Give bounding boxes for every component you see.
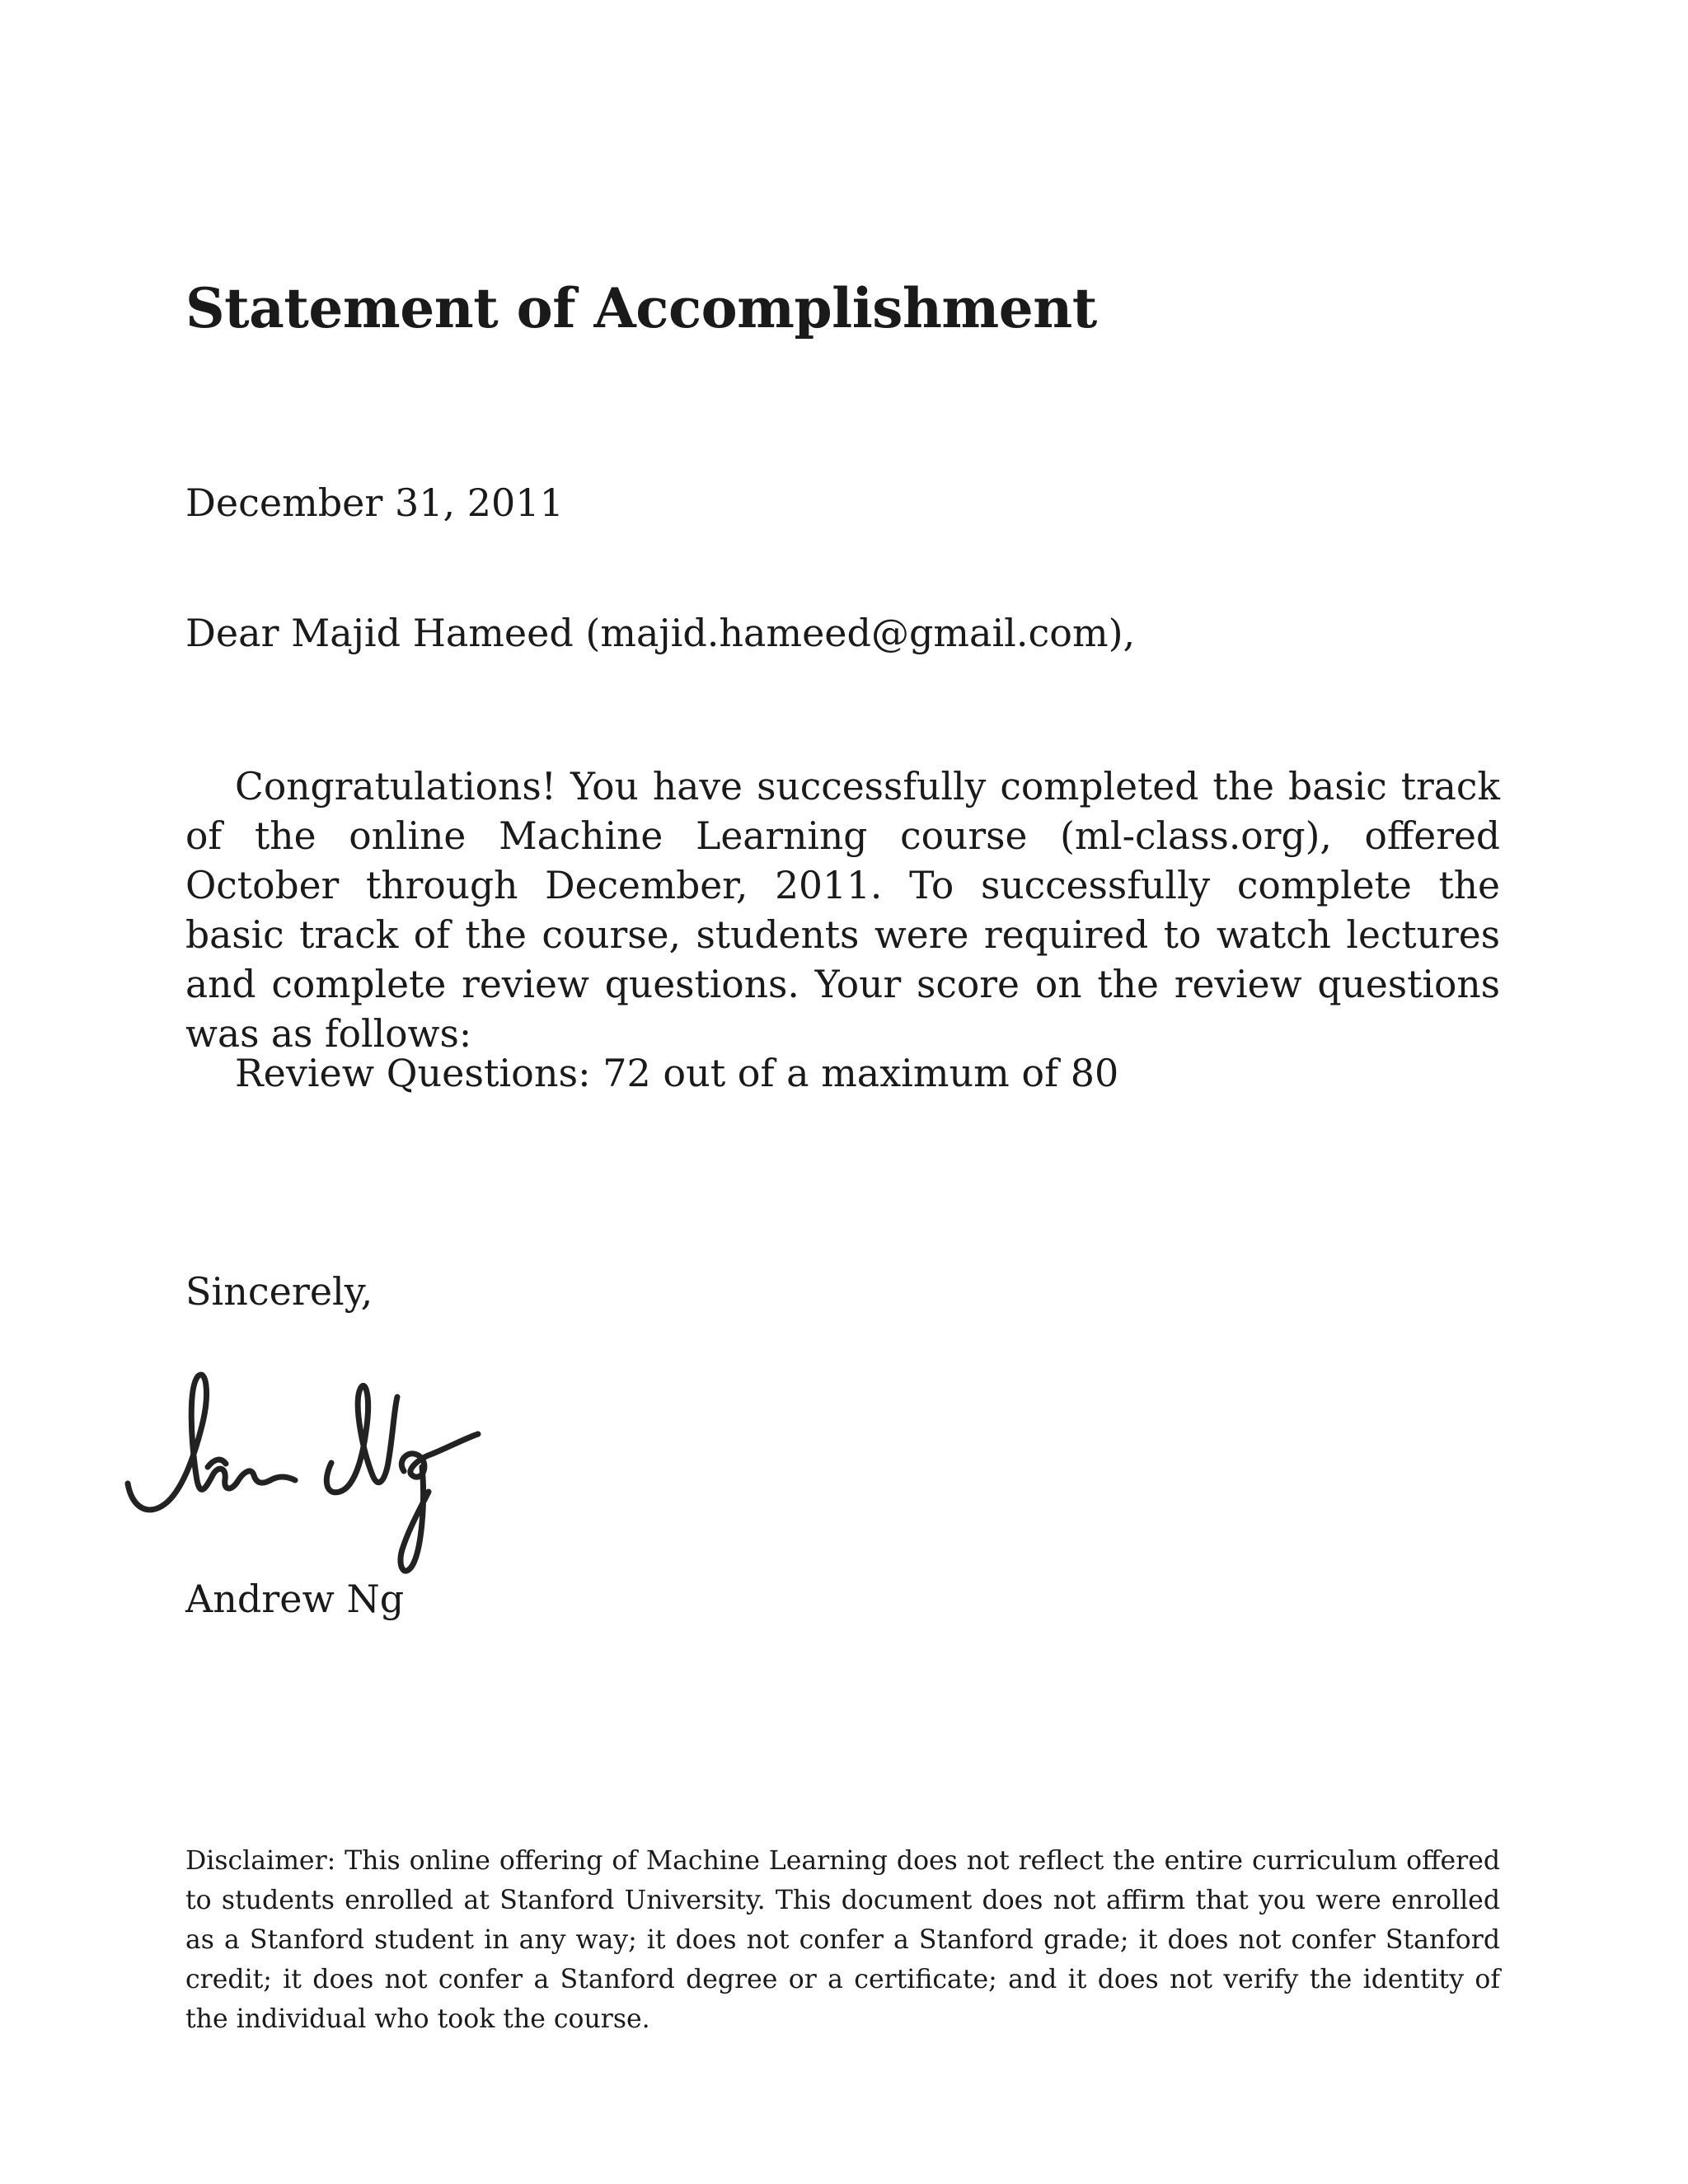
body-paragraph: Congratulations! You have successfully completed the basic track of the online Machine Learning course (ml-class.org), offered October through December, 2011. To successfully complete the basic track of the course, students were required to watch lectures and complete review questions. Your score on the review questions was as follows: bbox=[185, 765, 1500, 1056]
signer-name: Andrew Ng bbox=[185, 1577, 405, 1621]
salutation: Dear Majid Hameed (majid.hameed@gmail.com), bbox=[185, 611, 1136, 655]
signature-image bbox=[115, 1343, 643, 1591]
disclaimer: Disclaimer: This online offering of Machine Learning does not reflect the entire curriculum offered to students enrolled at Stanford University. This document does not affirm that you were enrolled as a Stanford student in any way; it does not confer a Stanford grade; it does not confer Stanford credit; it does not confer a Stanford degree or a certificate; and it does not verify the identity of the individual who took the course. bbox=[185, 1846, 1500, 2034]
signature-text: Andrew Ng bbox=[115, 1588, 125, 1590]
score-value: 72 bbox=[603, 1051, 651, 1095]
closing: Sincerely, bbox=[185, 1269, 373, 1314]
score-maximum: 80 bbox=[1070, 1051, 1119, 1095]
document-title: Statement of Accomplishment bbox=[185, 276, 1097, 340]
issue-date: December 31, 2011 bbox=[185, 480, 564, 525]
score-middle-text: out of a maximum of bbox=[663, 1051, 1059, 1095]
score-line bbox=[235, 1048, 1118, 1098]
score-label: Review Questions: bbox=[235, 1051, 591, 1095]
